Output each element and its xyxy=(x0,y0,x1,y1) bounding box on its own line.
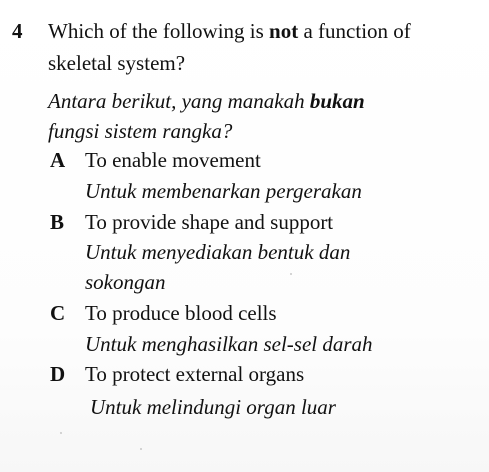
question-text-en-part1: Which of the following is xyxy=(48,19,270,43)
question-number: 4 xyxy=(12,19,23,43)
question-text-ms-line2: fungsi sistem rangka? xyxy=(48,119,233,143)
option-b-text-ms-line1: Untuk menyediakan bentuk dan xyxy=(85,240,351,264)
option-a-letter: A xyxy=(50,148,66,172)
option-c-text-en: To produce blood cells xyxy=(85,301,277,325)
scan-speck xyxy=(60,432,62,434)
question-text-en-part2: a function of xyxy=(298,19,411,43)
scan-speck xyxy=(290,273,292,275)
option-d-letter: D xyxy=(50,362,66,386)
option-c-letter: C xyxy=(50,301,66,325)
option-b-letter: B xyxy=(50,210,65,234)
option-c-text-ms: Untuk menghasilkan sel-sel darah xyxy=(85,332,373,356)
question-emphasis-en: not xyxy=(269,19,299,43)
question-emphasis-ms: bukan xyxy=(309,89,365,113)
scan-speck xyxy=(140,448,142,450)
question-text-en-line2: skeletal system? xyxy=(48,51,186,75)
option-a-text-en: To enable movement xyxy=(85,148,261,172)
question-text-ms-line1 xyxy=(48,88,365,114)
option-d-text-ms: Untuk melindungi organ luar xyxy=(90,395,336,419)
question-text-en-line1 xyxy=(48,18,411,44)
option-b-text-en: To provide shape and support xyxy=(85,210,334,234)
option-a-text-ms: Untuk membenarkan pergerakan xyxy=(85,179,362,203)
option-d-text-en: To protect external organs xyxy=(85,362,305,386)
option-b-text-ms-line2: sokongan xyxy=(85,270,166,294)
question-text-ms-part1: Antara berikut, yang manakah xyxy=(48,89,310,113)
